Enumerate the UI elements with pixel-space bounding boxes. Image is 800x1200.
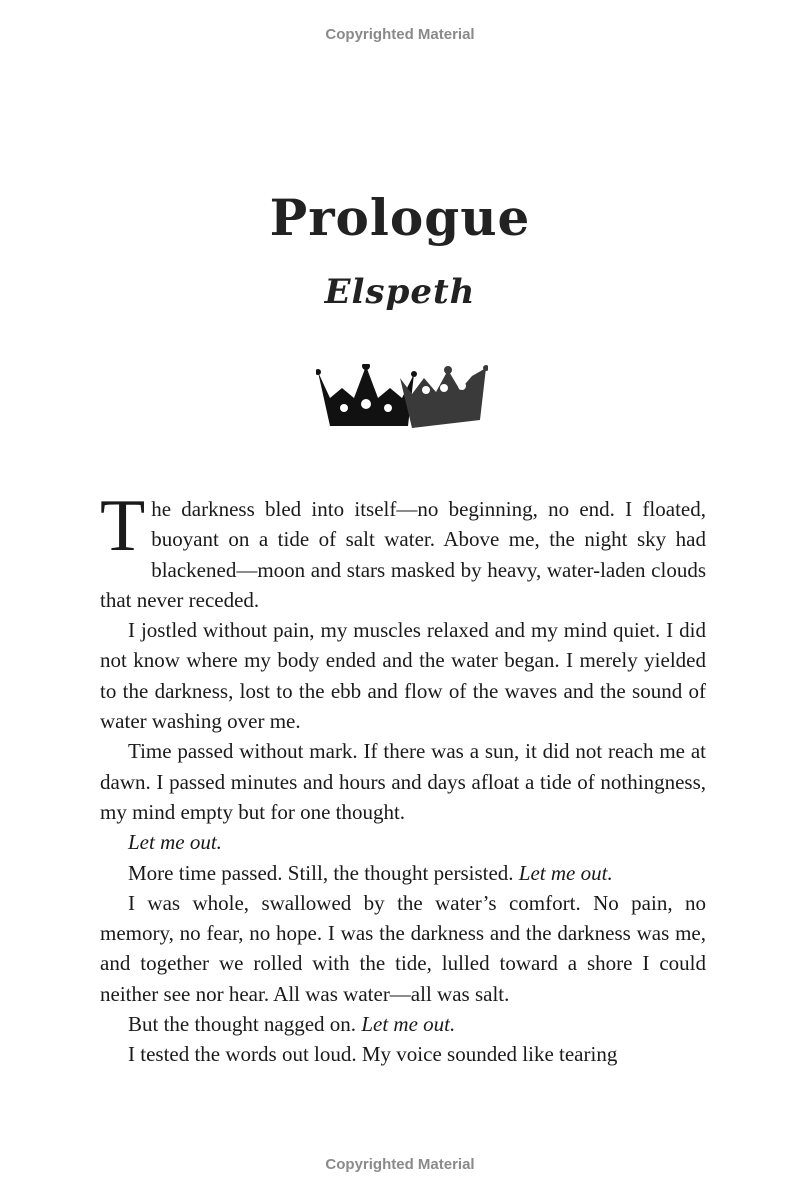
paragraph-5-italic: Let me out. [518, 860, 613, 885]
prologue-body-text [100, 485, 706, 1070]
paragraph-7-italic: Let me out. [361, 1012, 456, 1037]
paragraph-1-text: he darkness bled into itself—no beginning, no end. I floated, buoyant on a tide of salt water. Above me, the night sky had blackened—moon and stars masked by heavy, water-laden clouds that never receded. [100, 497, 706, 612]
paragraph-1 [100, 485, 706, 615]
chapter-title: Prologue [269, 188, 531, 247]
paragraph-5 [100, 858, 706, 888]
paragraph-8 [100, 1039, 706, 1069]
copyright-watermark-bottom: Copyrighted Material [325, 1156, 475, 1173]
paragraph-4 [100, 827, 706, 857]
paragraph-3-text: Time passed without mark. If there was a sun, it did not reach me at dawn. I passed minutes and hours and days afloat a tide of nothingness, my mind empty but for one thought. [100, 739, 706, 824]
paragraph-2 [100, 615, 706, 736]
drop-cap: T [100, 485, 146, 567]
paragraph-6-text: I was whole, swallowed by the water’s comfort. No pain, no memory, no fear, no hope. I was the darkness and the darkness was me, and together we rolled with the tide, lulled toward a shore I could neither see nor hear. All was water—all was salt. [100, 890, 706, 1006]
paragraph-2-text: I jostled without pain, my muscles relaxed and my mind quiet. I did not know where my body ended and the water began. I merely yielded to the darkness, lost to the ebb and flow of the waves and the sound of water washing over me. [100, 618, 706, 734]
chapter-subtitle: Elspeth [324, 272, 476, 312]
paragraph-3 [100, 736, 706, 827]
paragraph-6 [100, 888, 706, 1009]
left-crown-icon [316, 364, 417, 426]
crown-ornament-icon [316, 364, 488, 432]
paragraph-4-italic: Let me out. [128, 830, 222, 855]
paragraph-7 [100, 1009, 706, 1039]
paragraph-5-text: More time passed. Still, the thought persisted. [128, 860, 519, 885]
paragraph-7-text: But the thought nagged on. [128, 1012, 362, 1037]
paragraph-8-text: I tested the words out loud. My voice sounded like tearing [128, 1042, 618, 1067]
copyright-watermark-top: Copyrighted Material [325, 26, 475, 43]
